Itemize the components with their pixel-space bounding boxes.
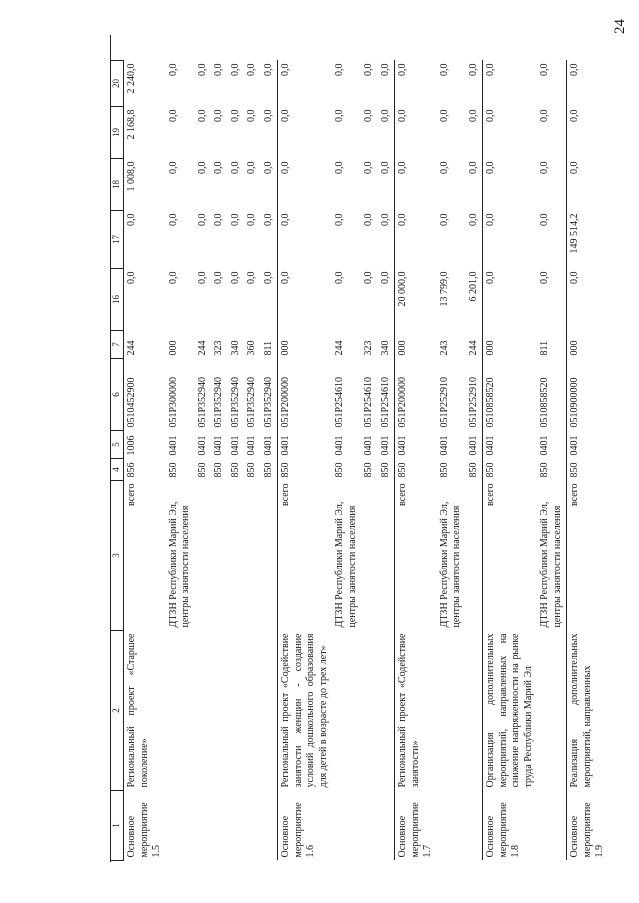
cell-c19: 0,0 — [483, 107, 538, 159]
cell-c4: 850 — [483, 459, 538, 481]
cell-c20: 0,0 — [213, 63, 224, 76]
cell-c16: 0,0 — [229, 271, 241, 284]
cell-c7: 000 — [167, 340, 179, 356]
cell-c3: ДТЗН Республики Марий Эл, центры занятости населения — [334, 501, 358, 628]
cell-c20: 0,0 — [262, 63, 274, 76]
cell-c20: 0,0 — [196, 63, 208, 76]
cell-c16: 0,0 — [213, 271, 224, 284]
cell-c16: 0,0 — [483, 269, 538, 331]
col-header: 19 — [111, 107, 124, 159]
cell-c6: 051P254610 — [379, 376, 391, 428]
cell-c17: 0,0 — [438, 213, 450, 226]
cell-c3: всего — [126, 483, 137, 507]
cell-c18: 0,0 — [334, 161, 345, 174]
cell-c17: 0,0 — [467, 213, 479, 226]
cell-c3: ДТЗН Республики Марий Эл, центры занятости населения — [167, 501, 191, 628]
cell-c16: 0,0 — [262, 271, 274, 284]
cell-c5: 0401 — [438, 435, 450, 456]
cell-c19: 0,0 — [334, 109, 345, 122]
cell-c17: 0,0 — [363, 213, 374, 226]
cell-c2 — [228, 631, 245, 791]
cell-c6: 051P352940 — [262, 376, 274, 428]
cell-c20: 0,0 — [229, 63, 241, 76]
cell-c18: 0,0 — [379, 161, 391, 174]
col-header: 5 — [111, 431, 124, 459]
cell-c18: 0,0 — [467, 161, 479, 174]
cell-c5: 0401 — [213, 435, 224, 456]
cell-c3 — [361, 481, 378, 631]
col-header: 18 — [111, 159, 124, 211]
cell-c18: 0,0 — [246, 161, 257, 174]
cell-c3 — [228, 481, 245, 631]
cell-c20: 0,0 — [246, 63, 257, 76]
cell-c18: 0,0 — [262, 161, 274, 174]
cell-c5: 0401 — [363, 435, 374, 456]
cell-c16: 13 799,0 — [438, 271, 450, 307]
table-row — [195, 61, 212, 861]
cell-c5: 0401 — [167, 435, 179, 456]
cell-c1 — [166, 791, 195, 861]
cell-c2 — [466, 631, 483, 791]
col-header: 16 — [111, 269, 124, 331]
cell-c1 — [244, 791, 261, 861]
cell-c3: всего — [278, 481, 333, 631]
budget-table — [110, 60, 609, 861]
cell-c4: 850 — [379, 462, 391, 478]
cell-c3: всего — [483, 481, 538, 631]
cell-c18: 0,0 — [278, 159, 333, 211]
cell-c5: 1006 — [126, 435, 137, 456]
cell-c3 — [211, 481, 228, 631]
cell-c1 — [211, 791, 228, 861]
cell-c17: 0,0 — [379, 213, 391, 226]
cell-c16: 0,0 — [379, 271, 391, 284]
cell-c1: Основное мероприятие 1.6 — [278, 791, 333, 861]
cell-c3 — [261, 481, 278, 631]
cell-c4: 856 — [126, 462, 137, 478]
cell-c3: всего — [567, 481, 609, 631]
cell-c1: Основное мероприятие 1.8 — [483, 791, 538, 861]
cell-c4: 850 — [567, 459, 609, 481]
cell-c7: 811 — [539, 340, 550, 356]
cell-c17: 0,0 — [167, 213, 179, 226]
cell-c4: 850 — [246, 462, 257, 478]
table-row — [537, 61, 567, 861]
cell-c5: 0401 — [467, 435, 479, 456]
cell-c2 — [537, 631, 567, 791]
cell-c4: 850 — [539, 462, 550, 478]
table-row — [228, 61, 245, 861]
cell-c17: 0,0 — [196, 213, 208, 226]
cell-c17: 0,0 — [334, 213, 345, 226]
cell-c1 — [466, 791, 483, 861]
cell-c6: 051P252910 — [467, 376, 479, 428]
table-row — [261, 61, 278, 861]
table-row — [361, 61, 378, 861]
cell-c7: 000 — [483, 331, 538, 359]
table-row — [466, 61, 483, 861]
cell-c19: 0,0 — [196, 109, 208, 122]
col-header: 1 — [111, 791, 124, 861]
table-row — [244, 61, 261, 861]
cell-c18: 0,0 — [213, 161, 224, 174]
page-number: 24 — [612, 19, 628, 34]
cell-c2 — [261, 631, 278, 791]
table-row — [166, 61, 195, 861]
cell-c1 — [261, 791, 278, 861]
cell-c1 — [195, 791, 212, 861]
cell-c17: 0,0 — [278, 211, 333, 269]
cell-c2: Региональный проект «Содействие занятости женщин - создание условий дошкольного образования для детей в возрасте до трех лет» — [278, 631, 333, 791]
cell-c7: 243 — [438, 340, 450, 356]
cell-c7: 244 — [126, 340, 137, 356]
cell-c18: 0,0 — [539, 161, 550, 174]
cell-c18: 0,0 — [483, 159, 538, 211]
cell-c6: 0510858520 — [539, 377, 550, 428]
cell-c7: 811 — [262, 340, 274, 356]
cell-c2: Региональный проект «Содействие занятости» — [395, 631, 437, 791]
cell-c3 — [244, 481, 261, 631]
cell-c4: 850 — [363, 462, 374, 478]
cell-c6: 0510900000 — [567, 359, 609, 431]
cell-c7: 340 — [229, 340, 241, 356]
cell-c6: 051P300000 — [167, 376, 179, 428]
cell-c20: 0,0 — [334, 63, 345, 76]
cell-c7: 360 — [246, 340, 257, 356]
cell-c19: 0,0 — [395, 107, 437, 159]
cell-c19: 0,0 — [229, 109, 241, 122]
cell-c1 — [228, 791, 245, 861]
cell-c3: ДТЗН Республики Марий Эл, центры занятости населения — [438, 501, 462, 628]
table-body — [124, 61, 609, 861]
cell-c16: 0,0 — [278, 269, 333, 331]
table-row — [332, 61, 361, 861]
cell-c17: 0,0 — [262, 213, 274, 226]
cell-c1 — [537, 791, 567, 861]
cell-c16: 0,0 — [246, 271, 257, 284]
cell-c20: 0,0 — [278, 61, 333, 107]
cell-c6: 051P352940 — [213, 376, 224, 428]
cell-c17: 0,0 — [539, 213, 550, 226]
cell-c6: 0510452900 — [126, 377, 137, 428]
table-row — [567, 61, 609, 861]
cell-c5: 0401 — [395, 431, 437, 459]
cell-c19: 2 168,8 — [126, 109, 137, 140]
cell-c4: 850 — [229, 462, 241, 478]
cell-c7: 323 — [363, 340, 374, 356]
cell-c20: 0,0 — [438, 63, 450, 76]
table-row — [211, 61, 228, 861]
cell-c4: 850 — [467, 462, 479, 478]
col-header: 3 — [111, 481, 124, 631]
cell-c6: 051P352940 — [196, 376, 208, 428]
col-header: 6 — [111, 359, 124, 431]
cell-c17: 0,0 — [213, 213, 224, 226]
cell-c20: 0,0 — [539, 63, 550, 76]
cell-c4: 850 — [213, 462, 224, 478]
cell-c2 — [361, 631, 378, 791]
cell-c2: Региональный проект «Старшее поколение» — [126, 633, 150, 788]
cell-c16: 20 000,0 — [395, 269, 437, 331]
cell-c20: 0,0 — [363, 63, 374, 76]
cell-c5: 0401 — [196, 435, 208, 456]
cell-c6: 051P352940 — [246, 376, 257, 428]
cell-c2 — [166, 631, 195, 791]
cell-c17: 0,0 — [246, 213, 257, 226]
cell-c3: ДТЗН Республики Марий Эл, центры занятости населения — [539, 501, 563, 628]
cell-c18: 0,0 — [167, 161, 179, 174]
cell-c16: 6 201,0 — [467, 271, 479, 302]
cell-c18: 0,0 — [567, 159, 609, 211]
cell-c4: 850 — [196, 462, 208, 478]
cell-c5: 0401 — [334, 435, 345, 456]
cell-c19: 0,0 — [438, 109, 450, 122]
cell-c18: 0,0 — [438, 161, 450, 174]
cell-c20: 0,0 — [483, 61, 538, 107]
cell-c19: 0,0 — [363, 109, 374, 122]
cell-c19: 0,0 — [467, 109, 479, 122]
cell-c17: 149 514,2 — [567, 211, 609, 269]
cell-c6: 051P200000 — [395, 359, 437, 431]
cell-c16: 0,0 — [539, 271, 550, 284]
cell-c7: 323 — [213, 340, 224, 356]
cell-c5: 0401 — [229, 435, 241, 456]
cell-c6: 051P252910 — [438, 376, 450, 428]
cell-c6: 051P254610 — [363, 376, 374, 428]
table-row — [395, 61, 437, 861]
cell-c18: 0,0 — [196, 161, 208, 174]
cell-c16: 0,0 — [363, 271, 374, 284]
cell-c2: Организация дополнительных мероприятий, направленных на снижение напряженности на рынке труда Республики Марий Эл — [483, 631, 538, 791]
cell-c5: 0401 — [262, 435, 274, 456]
cell-c6: 051P254610 — [334, 376, 345, 428]
cell-c2 — [244, 631, 261, 791]
table-row — [483, 61, 538, 861]
cell-c1 — [378, 791, 395, 861]
cell-c16: 0,0 — [167, 271, 179, 284]
cell-c1 — [437, 791, 466, 861]
cell-c19: 0,0 — [539, 109, 550, 122]
cell-c5: 0401 — [246, 435, 257, 456]
rotated-table-container — [110, 61, 630, 861]
cell-c20: 0,0 — [567, 61, 609, 107]
cell-c19: 0,0 — [246, 109, 257, 122]
cell-c5: 0401 — [539, 435, 550, 456]
cell-c7: 000 — [395, 331, 437, 359]
cell-c20: 2 240,0 — [126, 63, 137, 94]
cell-c20: 0,0 — [379, 63, 391, 76]
cell-c1: Основное мероприятие 1.5 — [126, 802, 162, 858]
cell-c7: 000 — [278, 331, 333, 359]
cell-c19: 0,0 — [213, 109, 224, 122]
cell-c5: 0401 — [483, 431, 538, 459]
cell-c4: 850 — [438, 462, 450, 478]
cell-c2 — [437, 631, 466, 791]
col-header: 7 — [111, 331, 124, 359]
cell-c16: 0,0 — [126, 271, 137, 284]
cell-c7: 000 — [567, 331, 609, 359]
cell-c18: 0,0 — [395, 159, 437, 211]
cell-c6: 0510858520 — [483, 359, 538, 431]
cell-c1: Основное мероприятие 1.7 — [395, 791, 437, 861]
table-row — [437, 61, 466, 861]
cell-c4: 850 — [262, 462, 274, 478]
col-header: 2 — [111, 631, 124, 791]
cell-c7: 244 — [334, 340, 345, 356]
table-row — [378, 61, 395, 861]
cell-c20: 0,0 — [167, 63, 179, 76]
col-header: 20 — [111, 61, 124, 107]
cell-c17: 0,0 — [229, 213, 241, 226]
cell-c20: 0,0 — [467, 63, 479, 76]
cell-c4: 850 — [395, 459, 437, 481]
cell-c16: 0,0 — [334, 271, 345, 284]
cell-c18: 0,0 — [363, 161, 374, 174]
cell-c5: 0401 — [567, 431, 609, 459]
cell-c3 — [195, 481, 212, 631]
cell-c4: 850 — [278, 459, 333, 481]
cell-c19: 0,0 — [278, 107, 333, 159]
cell-c1: Основное мероприятие 1.9 — [567, 791, 609, 861]
cell-c2 — [378, 631, 395, 791]
cell-c17: 0,0 — [483, 211, 538, 269]
cell-c5: 0401 — [278, 431, 333, 459]
col-header: 17 — [111, 211, 124, 269]
cell-c1 — [361, 791, 378, 861]
cell-c16: 0,0 — [196, 271, 208, 284]
cell-c6: 051P200000 — [278, 359, 333, 431]
cell-c17: 0,0 — [395, 211, 437, 269]
cell-c18: 1 008,0 — [126, 161, 137, 192]
cell-c19: 0,0 — [167, 109, 179, 122]
cell-c3: всего — [395, 481, 437, 631]
col-header: 4 — [111, 459, 124, 481]
cell-c1 — [332, 791, 361, 861]
table-row — [124, 61, 166, 861]
cell-c16: 0,0 — [567, 269, 609, 331]
cell-c17: 0,0 — [126, 213, 137, 226]
cell-c19: 0,0 — [567, 107, 609, 159]
cell-c4: 850 — [334, 462, 345, 478]
cell-c4: 850 — [167, 462, 179, 478]
cell-c2 — [211, 631, 228, 791]
cell-c7: 244 — [196, 340, 208, 356]
cell-c2: Реализация дополнительных мероприятий, направленных — [567, 631, 609, 791]
cell-c19: 0,0 — [262, 109, 274, 122]
cell-c2 — [332, 631, 361, 791]
header-row — [111, 61, 124, 861]
table-row — [278, 61, 333, 861]
cell-c3 — [466, 481, 483, 631]
cell-c2 — [195, 631, 212, 791]
cell-c3 — [378, 481, 395, 631]
cell-c6: 051P352940 — [229, 376, 241, 428]
cell-c18: 0,0 — [229, 161, 241, 174]
cell-c7: 244 — [467, 340, 479, 356]
cell-c5: 0401 — [379, 435, 391, 456]
cell-c20: 0,0 — [395, 61, 437, 107]
cell-c7: 340 — [379, 340, 391, 356]
cell-c19: 0,0 — [379, 109, 391, 122]
